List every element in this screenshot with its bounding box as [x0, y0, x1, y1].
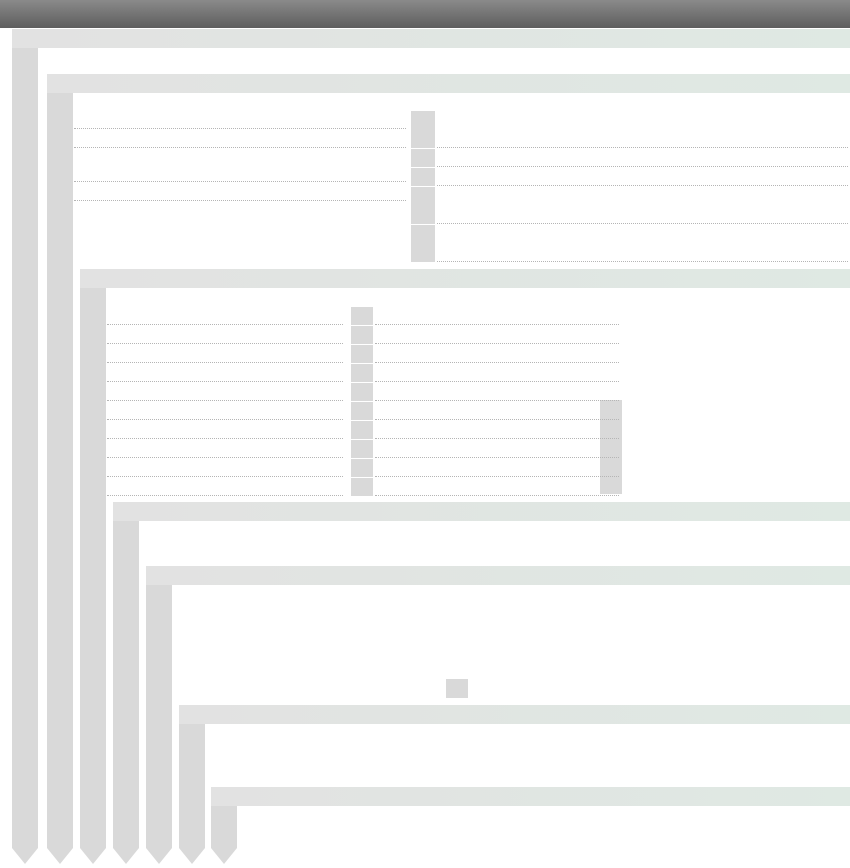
external-override-row	[351, 383, 619, 402]
sensor-code	[50, 149, 72, 182]
external-override-row	[351, 364, 619, 383]
capabilities-header	[179, 705, 850, 724]
no-override-row	[83, 383, 343, 402]
sensor-code	[50, 111, 72, 129]
capabilities-column	[179, 720, 205, 848]
functions-column	[47, 90, 73, 848]
external-override-code	[351, 307, 373, 325]
external-override-text	[375, 440, 619, 458]
external-override-row	[351, 326, 619, 345]
vct-row	[411, 149, 848, 168]
sensor-row	[50, 149, 406, 183]
no-override-code	[83, 440, 105, 458]
no-override-row	[83, 440, 343, 459]
vct-text	[437, 187, 848, 224]
no-override-code	[83, 459, 105, 477]
vct-text	[437, 168, 848, 186]
sensor-text	[74, 183, 406, 201]
external-override-code	[351, 345, 373, 363]
external-override-code	[351, 421, 373, 439]
conduit-arrow	[146, 848, 172, 864]
vct-row	[411, 168, 848, 187]
conduit-column	[146, 582, 172, 848]
sensor-row	[50, 183, 406, 202]
no-override-row	[83, 307, 343, 326]
external-override-code	[351, 440, 373, 458]
vct-code	[411, 111, 435, 148]
no-override-code	[83, 383, 105, 401]
no-override-row	[83, 459, 343, 478]
no-override-code	[83, 326, 105, 344]
vct-code	[411, 225, 435, 262]
functions-header	[47, 74, 850, 93]
external-override-code	[351, 478, 373, 496]
sensor-text	[74, 130, 406, 148]
no-override-code	[83, 345, 105, 363]
no-override-text	[107, 383, 343, 401]
external-override-text	[375, 421, 619, 439]
no-override-text	[107, 440, 343, 458]
vct-row	[411, 111, 848, 149]
visual-header	[211, 787, 850, 806]
external-override-text	[375, 478, 619, 496]
external-override-code	[351, 364, 373, 382]
external-override-code	[351, 459, 373, 477]
no-override-row	[83, 402, 343, 421]
vct-code	[411, 149, 435, 167]
conduit-header	[146, 566, 850, 585]
no-override-code	[83, 402, 105, 420]
series-code	[12, 49, 38, 67]
enclosure-arrow	[113, 848, 139, 864]
vct-code	[411, 168, 435, 186]
external-override-row	[351, 421, 619, 440]
external-override-code	[351, 383, 373, 401]
external-override-row	[351, 478, 619, 497]
series-header	[12, 29, 850, 48]
no-override-text	[107, 421, 343, 439]
external-override-text	[375, 383, 619, 401]
sensor-code	[50, 130, 72, 148]
external-override-row	[351, 402, 619, 421]
no-override-code	[83, 364, 105, 382]
pneumatic-header	[80, 269, 850, 288]
functions-arrow	[47, 848, 73, 864]
vct-row	[411, 225, 848, 263]
external-override-row	[351, 440, 619, 459]
series-column	[12, 45, 38, 848]
visual-column	[211, 803, 237, 848]
external-override-code	[351, 402, 373, 420]
no-override-row	[83, 345, 343, 364]
no-override-text	[107, 345, 343, 363]
micro-code-filler	[446, 679, 468, 698]
no-override-row	[83, 326, 343, 345]
external-override-row	[351, 307, 619, 326]
no-override-text	[107, 364, 343, 382]
series-row	[12, 49, 850, 68]
external-override-row	[351, 459, 619, 478]
no-override-code	[83, 307, 105, 325]
vct-text	[437, 149, 848, 167]
external-override-text	[375, 345, 619, 363]
no-override-text	[107, 478, 343, 496]
no-override-text	[107, 459, 343, 477]
no-override-text	[107, 307, 343, 325]
no-override-row	[83, 478, 343, 497]
enclosure-header	[113, 502, 850, 521]
vct-text	[437, 111, 848, 148]
pneumatic-arrow	[80, 848, 106, 864]
external-override-text	[375, 307, 619, 325]
series-arrow	[12, 848, 38, 864]
no-override-code	[83, 421, 105, 439]
enclosure-column	[113, 518, 139, 848]
visual-arrow	[211, 848, 237, 864]
vct-code	[411, 187, 435, 224]
sensor-code	[50, 183, 72, 201]
no-override-row	[83, 421, 343, 440]
sensor-text	[74, 149, 406, 182]
no-override-text	[107, 326, 343, 344]
external-override-code	[351, 326, 373, 344]
sensor-text	[74, 111, 406, 129]
capabilities-arrow	[179, 848, 205, 864]
external-override-text	[375, 402, 619, 420]
external-override-text	[375, 364, 619, 382]
sensor-row	[50, 111, 406, 130]
vct-text	[437, 225, 848, 262]
series-text	[40, 49, 850, 67]
external-override-row	[351, 345, 619, 364]
no-override-text	[107, 402, 343, 420]
vct-row	[411, 187, 848, 225]
no-override-code	[83, 478, 105, 496]
external-override-text	[375, 459, 619, 477]
page-title	[0, 0, 850, 28]
sensor-row	[50, 130, 406, 149]
external-override-text	[375, 326, 619, 344]
no-override-row	[83, 364, 343, 383]
